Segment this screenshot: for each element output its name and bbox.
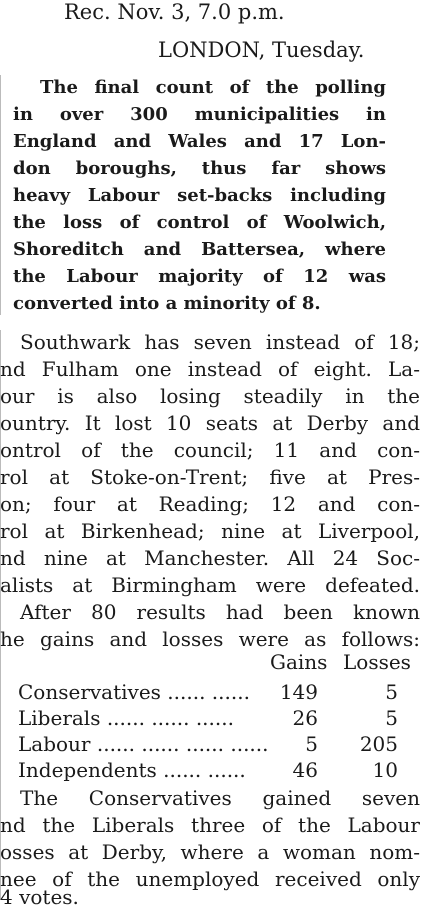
- losses-header: Losses: [343, 650, 411, 674]
- gains-header: Gains: [270, 650, 328, 674]
- lead-line: heavy Labour set-backs including: [13, 185, 386, 206]
- party-name: Independents ...... ......: [18, 758, 246, 782]
- table-row: [18, 680, 398, 704]
- body-line: nd nine at Manchester. All 24 Soc-: [0, 546, 420, 570]
- party-name: Labour ...... ...... ...... ......: [18, 732, 269, 756]
- lead-line: in over 300 municipalities in: [13, 104, 386, 125]
- party-name: Conservatives ...... ......: [18, 680, 250, 704]
- lead-line: don boroughs, thus far shows: [13, 158, 386, 179]
- lead-line: the Labour majority of 12 was: [13, 266, 386, 287]
- lead-line: The final count of the polling: [40, 77, 386, 98]
- party-name: Liberals ...... ...... ......: [18, 706, 234, 730]
- gains-value: 46: [292, 758, 318, 782]
- body-line: nee of the unemployed received only: [0, 867, 420, 891]
- body-line: osses at Derby, where a woman nom-: [0, 840, 420, 864]
- gains-value: 26: [292, 706, 318, 730]
- column-rule-top: [0, 75, 1, 315]
- lead-line: England and Wales and 17 Lon-: [13, 131, 386, 152]
- losses-value: 205: [359, 732, 398, 756]
- body-line: he gains and losses were as follows:: [0, 627, 420, 651]
- place-dateline: LONDON, Tuesday.: [158, 38, 365, 62]
- body-line: nd the Liberals three of the Labour: [0, 813, 420, 837]
- body-line: alists at Birmingham were defeated.: [0, 573, 420, 597]
- losses-value: 10: [372, 758, 398, 782]
- body-line: on; four at Reading; 12 and con-: [0, 492, 420, 516]
- body-line: our is also losing steadily in the: [0, 384, 420, 408]
- losses-value: 5: [385, 706, 398, 730]
- body-line: rol at Stoke-on-Trent; five at Pres-: [0, 465, 420, 489]
- losses-value: 5: [385, 680, 398, 704]
- body-line: After 80 results had been known: [20, 600, 420, 624]
- lead-line: the loss of control of Woolwich,: [13, 212, 386, 233]
- dateline: Rec. Nov. 3, 7.0 p.m.: [64, 0, 285, 24]
- body-line: Southwark has seven instead of 18;: [20, 330, 420, 354]
- body-line: nd Fulham one instead of eight. La-: [0, 357, 420, 381]
- body-line: The Conservatives gained seven: [20, 786, 420, 810]
- table-row: [18, 758, 398, 782]
- body-line: rol at Birkenhead; nine at Liverpool,: [0, 519, 420, 543]
- lead-line: Shoreditch and Battersea, where: [13, 239, 386, 260]
- body-line: ountry. It lost 10 seats at Derby and: [0, 411, 420, 435]
- body-line: ontrol of the council; 11 and con-: [0, 438, 420, 462]
- lead-line: converted into a minority of 8.: [13, 293, 321, 314]
- table-row: [18, 732, 398, 756]
- gains-value: 5: [305, 732, 318, 756]
- body-line: 4 votes.: [0, 885, 79, 909]
- table-row: [18, 706, 398, 730]
- gains-value: 149: [279, 680, 318, 704]
